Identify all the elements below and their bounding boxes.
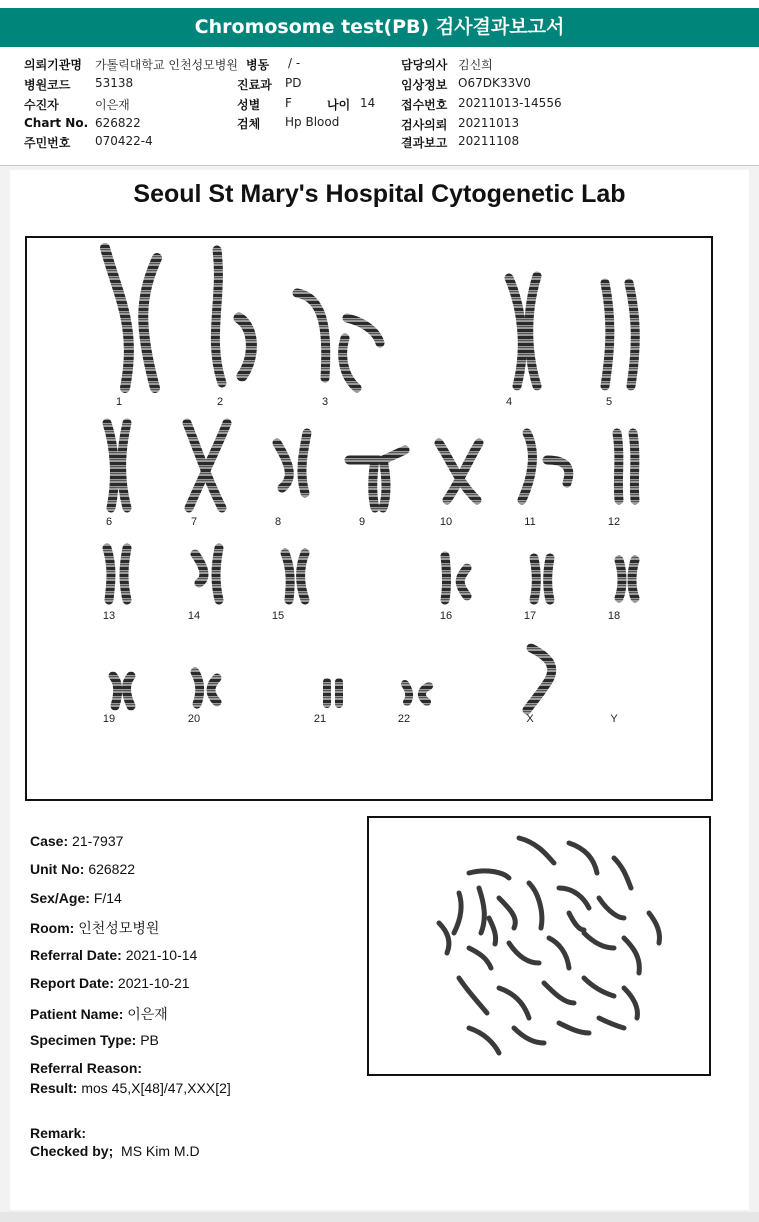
chromosome-label-13: 13 — [102, 610, 116, 622]
sexage-label: Sex/Age: — [30, 890, 90, 906]
referral-date-value: 2021-10-14 — [125, 947, 198, 963]
chromosome-label-x: X — [526, 713, 534, 725]
checked-label: Checked by; — [30, 1143, 114, 1159]
chromosome-label-9: 9 — [358, 516, 366, 528]
result-report-label: 결과보고 — [401, 136, 448, 150]
patient-info-panel — [0, 47, 759, 166]
lab-title: Seoul St Mary's Hospital Cytogenetic Lab — [133, 180, 626, 208]
clinical-label: 임상정보 — [401, 78, 448, 92]
cytogenetic-report — [10, 170, 749, 1210]
examinee-value: 이은재 — [95, 98, 130, 112]
result-line — [30, 1080, 231, 1096]
chromosome-label-16: 16 — [439, 610, 453, 622]
case-line — [30, 833, 123, 849]
specimen-type-label: Specimen Type: — [30, 1032, 137, 1048]
report-title: Chromosome test(PB) 검사결과보고서 — [0, 8, 759, 47]
rrn-label: 주민번호 — [24, 136, 71, 150]
result-label: Result: — [30, 1080, 78, 1096]
request-value: 20211013 — [458, 116, 520, 130]
chromosome-label-7: 7 — [190, 516, 198, 528]
room-value: 인천성모병원 — [78, 920, 160, 936]
clinical-value: O67DK33V0 — [458, 76, 531, 90]
patient-value: 이은재 — [127, 1006, 168, 1022]
unit-line — [30, 861, 135, 877]
patient-line — [30, 1004, 168, 1024]
doctor-value: 김신희 — [458, 58, 493, 72]
report-date-label: Report Date: — [30, 975, 115, 991]
request-label: 검사의뢰 — [401, 118, 448, 132]
referral-date-line — [30, 947, 197, 963]
chromosome-label-14: 14 — [187, 610, 201, 622]
chromosome-label-21: 21 — [313, 713, 327, 725]
referral-reason-label: Referral Reason: — [30, 1060, 143, 1076]
chromosome-label-2: 2 — [216, 396, 224, 408]
case-value: 21-7937 — [72, 833, 124, 849]
chromosome-label-8: 8 — [274, 516, 282, 528]
dept-value: PD — [285, 76, 302, 90]
dept-label: 진료과 — [237, 78, 272, 92]
sexage-value: F/14 — [93, 890, 122, 906]
result-value: mos 45,X[48]/47,XXX[2] — [81, 1080, 231, 1096]
referral-date-label: Referral Date: — [30, 947, 122, 963]
specimen-type-value: PB — [140, 1032, 159, 1048]
report-date-line — [30, 975, 190, 991]
sex-label: 성별 — [237, 98, 261, 112]
chromosome-label-1: 1 — [115, 396, 123, 408]
unit-label: Unit No: — [30, 861, 85, 877]
chromosome-label-y: Y — [610, 713, 618, 725]
specimen-type-line — [30, 1032, 159, 1048]
hospital-code-value: 53138 — [95, 76, 134, 90]
hospital-code-label: 병원코드 — [24, 78, 71, 92]
examinee-label: 수진자 — [24, 98, 59, 112]
result-report-value: 20211108 — [458, 134, 520, 148]
ward-label: 병동 — [246, 58, 270, 72]
chromosome-label-22: 22 — [397, 713, 411, 725]
case-label: Case: — [30, 833, 69, 849]
age-label: 나이 — [327, 98, 351, 112]
metaphase-spread-panel — [367, 816, 711, 1076]
institution-label: 의뢰기관명 — [24, 58, 82, 72]
chromosome-label-3: 3 — [321, 396, 329, 408]
room-label: Room: — [30, 920, 75, 936]
bottom-strip — [0, 1212, 759, 1222]
receipt-value: 20211013-14556 — [458, 96, 562, 110]
unit-value: 626822 — [88, 861, 136, 877]
checked-line — [30, 1143, 200, 1159]
chart-no-label: Chart No. — [24, 116, 89, 130]
sex-value: F — [285, 96, 292, 110]
ward-value: / - — [288, 56, 301, 70]
chromosome-label-19: 19 — [102, 713, 116, 725]
doctor-label: 담당의사 — [401, 58, 448, 72]
chromosome-label-18: 18 — [607, 610, 621, 622]
institution-value: 가톨릭대학교 인천성모병원 — [95, 58, 238, 72]
patient-label: Patient Name: — [30, 1006, 124, 1022]
chromosome-label-11: 11 — [524, 516, 536, 528]
karyogram-panel — [25, 236, 713, 801]
chromosome-label-6: 6 — [105, 516, 113, 528]
remark-line — [30, 1125, 86, 1141]
receipt-label: 접수번호 — [401, 98, 448, 112]
chromosome-label-4: 4 — [505, 396, 513, 408]
age-value: 14 — [360, 96, 376, 110]
referral-reason-line — [30, 1060, 142, 1076]
chromosome-label-5: 5 — [605, 396, 613, 408]
specimen-value: Hp Blood — [285, 115, 340, 129]
chromosome-label-12: 12 — [607, 516, 621, 528]
checked-value: MS Kim M.D — [121, 1143, 200, 1159]
chromosome-label-15: 15 — [271, 610, 285, 622]
chromosome-label-10: 10 — [439, 516, 453, 528]
report-date-value: 2021-10-21 — [117, 975, 190, 991]
sexage-line — [30, 890, 122, 906]
chromosome-label-20: 20 — [187, 713, 201, 725]
room-line — [30, 918, 159, 938]
remark-label: Remark: — [30, 1125, 87, 1141]
chromosome-label-17: 17 — [523, 610, 537, 622]
metaphase-spread-image — [369, 818, 709, 1074]
top-strip — [0, 0, 759, 8]
chart-no-value: 626822 — [95, 116, 141, 130]
specimen-label: 검체 — [237, 117, 261, 131]
rrn-value: 070422-4 — [95, 134, 153, 148]
